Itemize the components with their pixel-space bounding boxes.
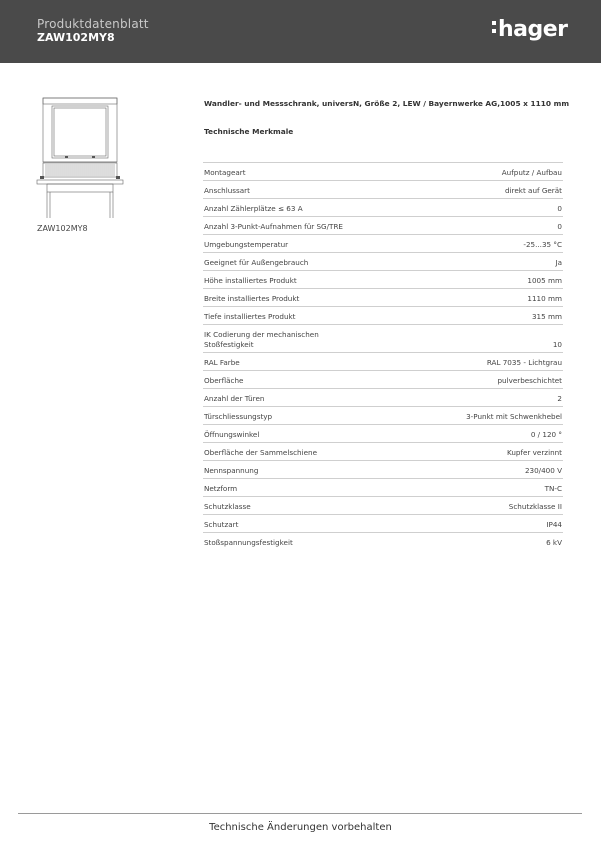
footer-text: Technische Änderungen vorbehalten — [209, 822, 392, 833]
spec-row — [203, 180, 563, 198]
spec-row — [203, 234, 563, 252]
spec-value: 3-Punkt mit Schwenkhebel — [466, 412, 562, 421]
spec-table — [203, 162, 563, 550]
spec-value: Kupfer verzinnt — [507, 448, 562, 457]
spec-row — [203, 352, 563, 370]
spec-row — [203, 460, 563, 478]
spec-label: Montageart — [204, 168, 246, 177]
spec-label: Anschlussart — [204, 186, 250, 195]
spec-row — [203, 406, 563, 424]
spec-row — [203, 370, 563, 388]
spec-label: Breite installiertes Produkt — [204, 294, 300, 303]
spec-row — [203, 306, 563, 324]
spec-value: 6 kV — [546, 538, 562, 547]
spec-label: Schutzart — [204, 520, 239, 529]
spec-label: Oberfläche — [204, 376, 244, 385]
spec-row — [203, 442, 563, 460]
spec-row — [203, 270, 563, 288]
spec-label: Nennspannung — [204, 466, 259, 475]
spec-label: Öffnungswinkel — [204, 430, 260, 439]
spec-row — [203, 198, 563, 216]
spec-row — [203, 252, 563, 270]
spec-value: Aufputz / Aufbau — [501, 168, 562, 177]
spec-value: Ja — [555, 258, 562, 267]
spec-row — [203, 288, 563, 306]
spec-row — [203, 216, 563, 234]
spec-label: Tiefe installiertes Produkt — [204, 312, 296, 321]
footer-divider — [18, 813, 582, 814]
section-heading: Technische Merkmale — [204, 127, 294, 136]
spec-row — [203, 478, 563, 496]
spec-label: Umgebungstemperatur — [204, 240, 289, 249]
spec-value: 0 — [557, 222, 562, 231]
spec-value: 230/400 V — [524, 466, 562, 475]
spec-label: IK Codierung der mechanischen Stoßfestigkeit — [204, 330, 319, 349]
spec-label: Stoßspannungsfestigkeit — [204, 538, 293, 547]
spec-label: Geeignet für Außengebrauch — [204, 258, 309, 267]
spec-value: 0 — [557, 204, 562, 213]
document-type: Produktdatenblatt — [37, 17, 149, 31]
spec-value: 0 / 120 ° — [530, 430, 562, 439]
spec-value: pulverbeschichtet — [497, 376, 562, 385]
spec-label: Schutzklasse — [204, 502, 251, 511]
spec-value: direkt auf Gerät — [505, 186, 562, 195]
spec-label: Anzahl 3-Punkt-Aufnahmen für SG/TRE — [204, 222, 343, 231]
product-drawing — [35, 96, 125, 218]
document-id: ZAW102MY8 — [37, 31, 115, 44]
spec-value: IP44 — [546, 520, 562, 529]
spec-value: 10 — [552, 340, 562, 349]
logo-text: hager — [498, 17, 568, 42]
spec-value: 315 mm — [531, 312, 562, 321]
spec-value: Schutzklasse II — [508, 502, 562, 511]
product-title: Wandler- und Messschrank, universN, Größe 2, LEW / Bayernwerke AG,1005 x 1110 mm — [204, 99, 570, 108]
spec-value: 1005 mm — [527, 276, 562, 285]
spec-row — [203, 532, 563, 550]
spec-label: Anzahl Zählerplätze ≤ 63 A — [204, 204, 303, 213]
spec-row — [203, 514, 563, 532]
spec-row — [203, 496, 563, 514]
spec-value: 1110 mm — [527, 294, 562, 303]
spec-label: Höhe installiertes Produkt — [204, 276, 297, 285]
spec-row — [203, 324, 563, 352]
spec-value: 2 — [557, 394, 562, 403]
spec-label: Netzform — [204, 484, 238, 493]
header-bar — [0, 0, 601, 63]
spec-value: TN-C — [544, 484, 562, 493]
image-caption: ZAW102MY8 — [37, 224, 88, 233]
spec-label: Anzahl der Türen — [204, 394, 265, 403]
spec-row — [203, 424, 563, 442]
spec-label: Türschliessungstyp — [204, 412, 273, 421]
spec-row — [203, 162, 563, 180]
spec-label: RAL Farbe — [204, 358, 240, 367]
spec-value: RAL 7035 - Lichtgrau — [486, 358, 562, 367]
spec-value: -25...35 °C — [523, 240, 562, 249]
spec-row — [203, 388, 563, 406]
spec-label: Oberfläche der Sammelschiene — [204, 448, 318, 457]
